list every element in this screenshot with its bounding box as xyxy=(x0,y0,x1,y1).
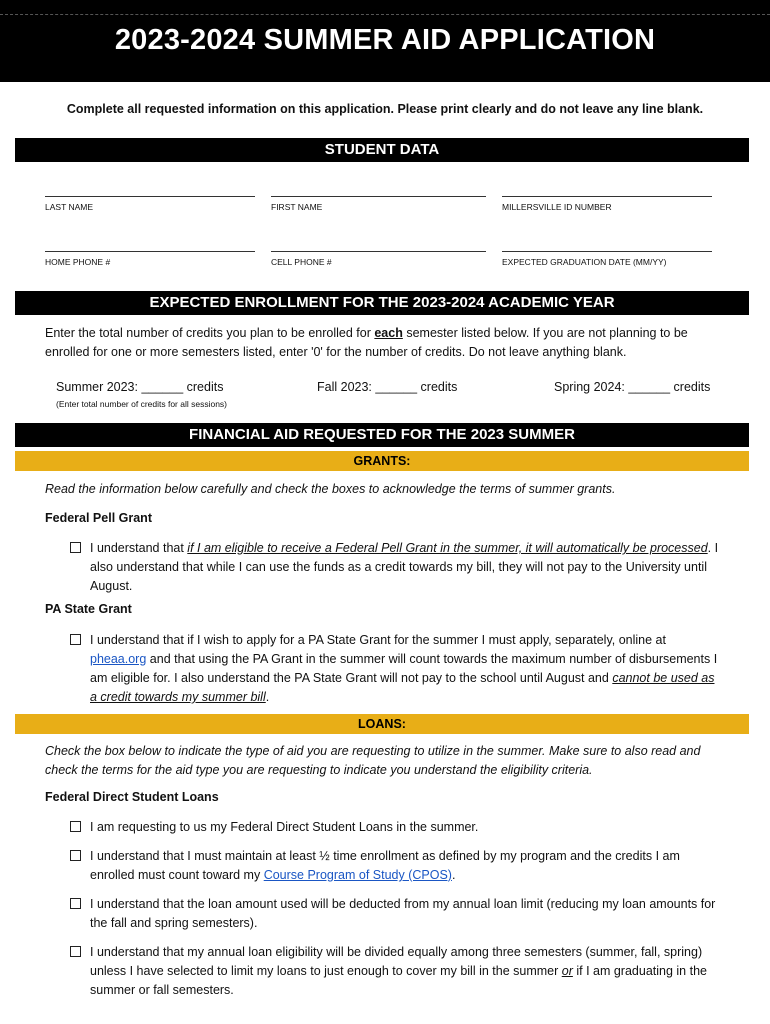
page-title: 2023-2024 SUMMER AID APPLICATION xyxy=(114,24,656,56)
loan-request-item xyxy=(70,818,720,837)
item4-text-b: if I am graduating in the summer or fall semesters. xyxy=(90,964,707,997)
intro-instructions: Complete all requested information on this application. Please print clearly and do not leave any line blank. xyxy=(66,102,704,116)
pell-text-b: . I also understand that while I can use the funds as a credit towards my bill, they will not pay to the University until August. xyxy=(90,541,719,593)
grants-heading: GRANTS: xyxy=(15,451,749,471)
home-phone-line xyxy=(45,251,255,252)
loan-request-text: I am requesting to us my Federal Direct Student Loans in the summer. xyxy=(90,820,479,834)
enrollment-text-a: Enter the total number of credits you plan to be enrolled for xyxy=(45,326,375,340)
pell-text-a: I understand that xyxy=(90,541,188,555)
half-time-enrollment-item xyxy=(70,847,720,885)
pa-grant-text xyxy=(90,631,720,707)
pa-text-b: and that using the PA Grant in the summer will count towards the maximum number of disbursements I am eligible for. I also understand the PA State Grant will not pay to the school until August and xyxy=(90,652,718,685)
grad-date-field[interactable] xyxy=(502,251,712,267)
loan-request-checkbox[interactable] xyxy=(70,821,81,832)
divided-eligibility-checkbox[interactable] xyxy=(70,946,81,957)
pell-grant-acknowledgement xyxy=(70,539,720,596)
loans-heading: LOANS: xyxy=(15,714,749,734)
pa-text-underlined: cannot be used as a credit towards my summer bill xyxy=(90,671,715,704)
pheaa-link[interactable]: pheaa.org xyxy=(90,652,147,666)
item2-text-b: . xyxy=(451,868,456,882)
first-name-label: FIRST NAME xyxy=(271,202,323,212)
direct-loans-heading: Federal Direct Student Loans xyxy=(45,790,219,804)
pa-grant-acknowledgement xyxy=(70,631,720,707)
pa-text-a: I understand that if I wish to apply for a PA State Grant for the summer I must apply, separately, online at xyxy=(90,633,666,647)
first-name-line xyxy=(271,196,486,197)
id-number-label: MILLERSVILLE ID NUMBER xyxy=(502,202,612,212)
enrollment-heading: EXPECTED ENROLLMENT FOR THE 2023-2024 ACADEMIC YEAR xyxy=(15,291,749,315)
first-name-field[interactable] xyxy=(271,196,486,212)
id-number-field[interactable] xyxy=(502,196,712,212)
last-name-line xyxy=(45,196,255,197)
cell-phone-line xyxy=(271,251,486,252)
summer-credits-note: (Enter total number of credits for all sessions) xyxy=(56,399,228,409)
enrollment-instructions xyxy=(45,324,717,362)
grad-date-label: EXPECTED GRADUATION DATE (MM/YY) xyxy=(502,257,667,267)
item4-text-a: I understand that my annual loan eligibility will be divided equally among three semesters (summer, fall, spring) unless I have selected to limit my loans to just enough to cover my bill in the summer xyxy=(90,945,703,978)
summer-credits-field[interactable]: Summer 2023: ______ credits xyxy=(56,380,224,394)
cell-phone-label: CELL PHONE # xyxy=(271,257,332,267)
student-data-heading: STUDENT DATA xyxy=(15,138,749,162)
cell-phone-field[interactable] xyxy=(271,251,486,267)
home-phone-field[interactable] xyxy=(45,251,255,267)
header-dashed-rule xyxy=(0,14,770,15)
item2-text-a: I understand that I must maintain at least ½ time enrollment as defined by my program and the credits I am enrolled must count toward my xyxy=(90,849,680,882)
half-time-enrollment-text xyxy=(90,847,720,885)
item4-text-or: or xyxy=(561,964,573,978)
fall-credits-field[interactable]: Fall 2023: ______ credits xyxy=(317,380,458,394)
annual-limit-checkbox[interactable] xyxy=(70,898,81,909)
divided-eligibility-text xyxy=(90,943,720,1000)
header-bar xyxy=(0,0,770,82)
grants-instructions: Read the information below carefully and check the boxes to acknowledge the terms of summer grants. xyxy=(45,482,616,496)
pell-grant-checkbox[interactable] xyxy=(70,542,81,553)
pell-text-underlined: if I am eligible to receive a Federal Pell Grant in the summer, it will automatically be processed xyxy=(187,541,708,555)
last-name-field[interactable] xyxy=(45,196,255,212)
enrollment-text-each: each xyxy=(374,326,403,340)
last-name-label: LAST NAME xyxy=(45,202,94,212)
id-number-line xyxy=(502,196,712,197)
enrollment-text-b: semester listed below. If you are not planning to be enrolled for one or more semesters listed, enter '0' for the number of credits. Do not leave anything blank. xyxy=(45,326,688,359)
pa-grant-heading: PA State Grant xyxy=(45,602,132,616)
pa-grant-checkbox[interactable] xyxy=(70,634,81,645)
grad-date-line xyxy=(502,251,712,252)
pell-grant-heading: Federal Pell Grant xyxy=(45,511,152,525)
cpos-link[interactable]: Course Program of Study (CPOS) xyxy=(263,868,452,882)
annual-limit-text: I understand that the loan amount used will be deducted from my annual loan limit (reducing my loan amounts for the fall and spring semesters). xyxy=(90,897,716,930)
spring-credits-field[interactable]: Spring 2024: ______ credits xyxy=(554,380,711,394)
home-phone-label: HOME PHONE # xyxy=(45,257,111,267)
divided-eligibility-item xyxy=(70,943,720,1000)
loans-instructions: Check the box below to indicate the type of aid you are requesting to utilize in the summer. Make sure to also read and check the terms for the aid type you are requesting to indicate you understand the eligibility criteria. xyxy=(45,744,701,777)
half-time-enrollment-checkbox[interactable] xyxy=(70,850,81,861)
pell-grant-text xyxy=(90,539,720,596)
annual-limit-item xyxy=(70,895,720,933)
pa-text-c: . xyxy=(265,690,270,704)
financial-aid-heading: FINANCIAL AID REQUESTED FOR THE 2023 SUMMER xyxy=(15,423,749,447)
